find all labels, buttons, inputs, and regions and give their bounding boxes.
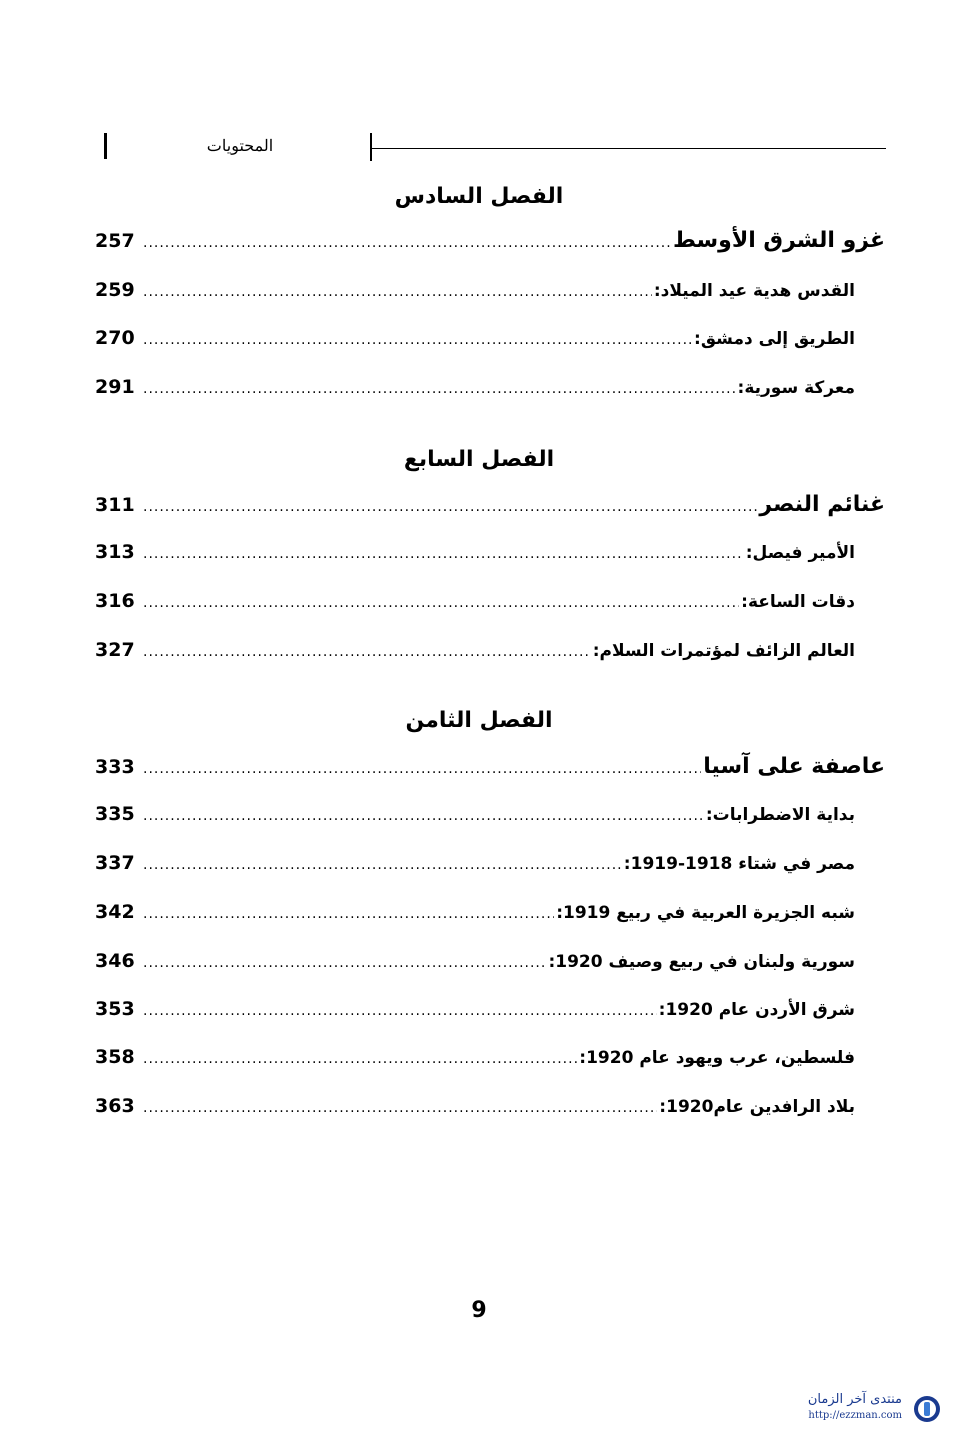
toc-sub-title: الأمير فيصل: — [745, 543, 855, 563]
toc-sub-title: مصر في شتاء 1918-1919: — [623, 854, 855, 874]
page-number: 9 — [471, 1298, 487, 1323]
toc-sub-entry — [95, 950, 855, 980]
running-header-title: المحتويات — [206, 136, 274, 155]
dot-leader — [143, 284, 652, 300]
dot-leader — [143, 906, 554, 922]
dot-leader — [143, 1100, 657, 1116]
chapter-title: الفصل السادس — [394, 184, 564, 209]
toc-page-number: 346 — [95, 950, 135, 972]
toc-page-number: 257 — [95, 230, 135, 252]
toc-sub-entry — [95, 376, 855, 406]
toc-page-number: 358 — [95, 1046, 135, 1068]
header-left-bar — [104, 133, 107, 159]
toc-sub-title: شرق الأردن عام 1920: — [658, 1000, 855, 1020]
toc-sub-title: دقات الساعة: — [741, 592, 855, 612]
toc-page-number: 342 — [95, 901, 135, 923]
dot-leader — [143, 955, 546, 971]
toc-page-number: 311 — [95, 494, 135, 516]
toc-page-number: 291 — [95, 376, 135, 398]
toc-page-number: 270 — [95, 327, 135, 349]
toc-main-entry — [95, 754, 885, 784]
header-divider-bar — [370, 133, 372, 161]
header-rule — [370, 148, 886, 149]
toc-sub-title: معركة سورية: — [737, 378, 855, 398]
dot-leader — [143, 332, 692, 348]
dot-leader — [143, 381, 736, 397]
toc-page-number: 337 — [95, 852, 135, 874]
toc-sub-entry — [95, 541, 855, 571]
forum-logo-icon — [912, 1394, 942, 1424]
toc-sub-title: سورية ولبنان في ربيع وصيف 1920: — [548, 952, 855, 972]
toc-sub-entry — [95, 279, 855, 309]
toc-sub-entry — [95, 639, 855, 669]
dot-leader — [143, 1003, 657, 1019]
toc-sub-title: شبه الجزيرة العربية في ربيع 1919: — [556, 903, 855, 923]
toc-sub-entry — [95, 327, 855, 357]
dot-leader — [143, 644, 591, 660]
watermark-logo — [775, 1390, 950, 1430]
toc-main-title: غنائم النصر — [759, 492, 885, 517]
toc-page-number: 333 — [95, 756, 135, 778]
toc-sub-entry — [95, 1046, 855, 1076]
toc-page-number: 313 — [95, 541, 135, 563]
dot-leader — [143, 761, 701, 777]
dot-leader — [143, 235, 671, 251]
toc-sub-entry — [95, 803, 855, 833]
toc-page-number: 327 — [95, 639, 135, 661]
toc-page-number: 259 — [95, 279, 135, 301]
dot-leader — [143, 1051, 577, 1067]
toc-main-title: عاصفة على آسيا — [703, 754, 885, 779]
toc-main-title: غزو الشرق الأوسط — [672, 228, 885, 253]
chapter-title: الفصل الثامن — [405, 708, 553, 733]
dot-leader — [143, 546, 744, 562]
toc-main-entry — [95, 492, 885, 522]
toc-page-number: 335 — [95, 803, 135, 825]
toc-sub-entry — [95, 901, 855, 931]
dot-leader — [143, 595, 739, 611]
dot-leader — [143, 808, 704, 824]
toc-page-number: 363 — [95, 1095, 135, 1117]
dot-leader — [143, 499, 757, 515]
toc-sub-title: الطريق إلى دمشق: — [694, 329, 855, 349]
watermark-url: http://ezzman.com — [808, 1410, 902, 1421]
toc-sub-entry — [95, 998, 855, 1028]
toc-sub-title: بداية الاضطرابات: — [705, 805, 855, 825]
toc-sub-title: فلسطين، عرب ويهود عام 1920: — [579, 1048, 855, 1068]
toc-sub-title: العالم الزائف لمؤتمرات السلام: — [592, 641, 855, 661]
toc-sub-entry — [95, 1095, 855, 1125]
toc-main-entry — [95, 228, 885, 258]
toc-sub-title: بلاد الرافدين عام1920: — [659, 1097, 855, 1117]
watermark-name: منتدى آخر الزمان — [807, 1392, 902, 1407]
toc-page-number: 353 — [95, 998, 135, 1020]
toc-sub-entry — [95, 852, 855, 882]
chapter-title: الفصل السابع — [403, 447, 555, 472]
dot-leader — [143, 857, 622, 873]
toc-page-number: 316 — [95, 590, 135, 612]
toc-sub-title: القدس هدية عيد الميلاد: — [653, 281, 855, 301]
toc-sub-entry — [95, 590, 855, 620]
